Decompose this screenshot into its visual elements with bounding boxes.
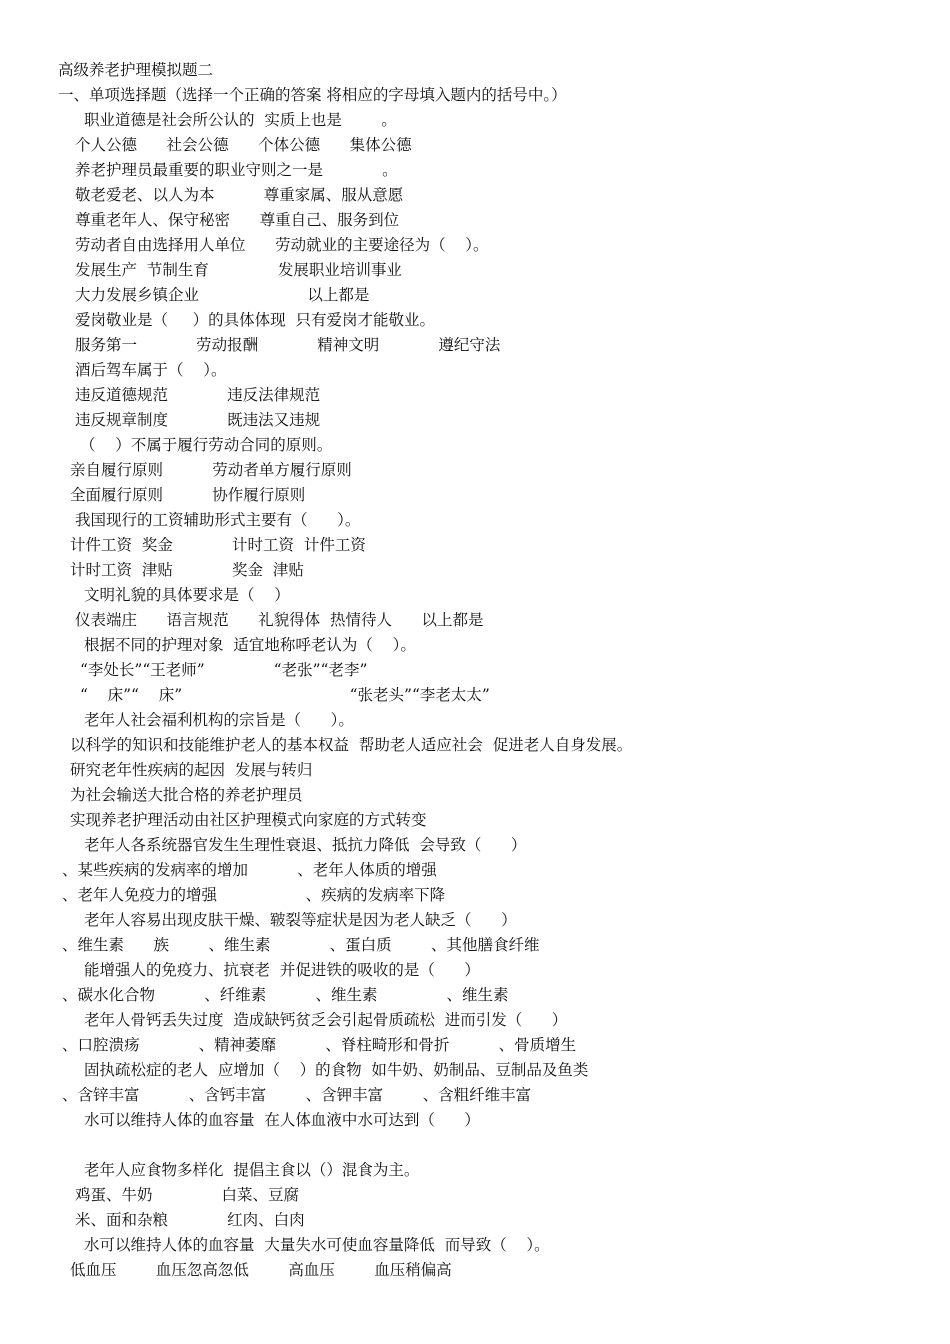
question-text: 水可以维持人体的血容量 大量失水可使血容量降低 而导致（ ）。 — [84, 1236, 550, 1254]
answer-option: 研究老年性疾病的起因 发展与转归 — [70, 761, 313, 779]
answer-options: 尊重老年人、保守秘密 尊重自己、服务到位 — [75, 211, 400, 229]
answer-options: 计件工资 奖金 计时工资 计件工资 — [70, 536, 366, 554]
answer-options: 鸡蛋、牛奶 白菜、豆腐 — [75, 1186, 299, 1204]
question-text: 爱岗敬业是（ ）的具体体现 只有爱岗才能敬业。 — [75, 311, 435, 329]
answer-options: 、老年人免疫力的增强 、疾病的发病率下降 — [62, 886, 446, 904]
question-text: 职业道德是社会所公认的 实质上也是 。 — [84, 111, 397, 129]
answer-options: 违反规章制度 既违法又违规 — [75, 411, 321, 429]
question-text: 老年人骨钙丢失过度 造成缺钙贫乏会引起骨质疏松 进而引发（ ） — [84, 1011, 568, 1029]
answer-options: 全面履行原则 协作履行原则 — [70, 486, 306, 504]
answer-options: “ 床”“ 床” “张老头”“李老太太” — [80, 686, 490, 704]
answer-options: 、某些疾病的发病率的增加 、老年人体质的增强 — [62, 861, 437, 879]
document-title: 高级养老护理模拟题二 — [58, 61, 214, 79]
answer-options: 低血压 血压忽高忽低 高血压 血压稍偏高 — [70, 1261, 452, 1279]
answer-options: 亲自履行原则 劳动者单方履行原则 — [70, 461, 352, 479]
answer-options: 、碳水化合物 、纤维素 、维生素 、维生素 — [62, 986, 509, 1004]
question-text: 养老护理员最重要的职业守则之一是 。 — [75, 161, 398, 179]
answer-options: 服务第一 劳动报酬 精神文明 遵纪守法 — [75, 336, 501, 354]
answer-options: “李处长”“王老师” “老张”“老李” — [80, 661, 368, 679]
question-text: 老年人各系统器官发生生理性衰退、抵抗力降低 会导致（ ） — [84, 836, 527, 854]
question-text: 我国现行的工资辅助形式主要有（ ）。 — [75, 511, 361, 529]
question-text: 根据不同的护理对象 适宜地称呼老认为（ ）。 — [84, 636, 416, 654]
answer-options: 、含锌丰富 、含钙丰富 、含钾丰富 、含粗纤维丰富 — [62, 1086, 532, 1104]
question-text: 老年人社会福利机构的宗旨是（ ）。 — [84, 711, 354, 729]
question-text: 酒后驾车属于（ ）。 — [75, 361, 227, 379]
answer-options: 、口腔溃疡 、精神萎靡 、脊柱畸形和骨折 、骨质增生 — [62, 1036, 577, 1054]
answer-options: 违反道德规范 违反法律规范 — [75, 386, 321, 404]
answer-options: 发展生产 节制生育 发展职业培训事业 — [75, 261, 402, 279]
answer-options: 仪表端庄 语言规范 礼貌得体 热情待人 以上都是 — [75, 611, 484, 629]
answer-option: 以科学的知识和技能维护老人的基本权益 帮助老人适应社会 促进老人自身发展。 — [70, 736, 633, 754]
section-heading: 一、单项选择题（选择一个正确的答案 将相应的字母填入题内的括号中。） — [58, 86, 567, 104]
question-text: 水可以维持人体的血容量 在人体血液中水可达到（ ） — [84, 1111, 480, 1129]
answer-option: 实现养老护理活动由社区护理模式向家庭的方式转变 — [70, 811, 427, 829]
question-text: 老年人容易出现皮肤干燥、皲裂等症状是因为老人缺乏（ ） — [84, 911, 517, 929]
answer-options: 大力发展乡镇企业 以上都是 — [75, 286, 370, 304]
question-text: 劳动者自由选择用人单位 劳动就业的主要途径为（ ）。 — [75, 236, 489, 254]
answer-options: 、维生素 族 、维生素 、蛋白质 、其他膳食纤维 — [62, 936, 540, 954]
answer-options: 敬老爱老、以人为本 尊重家属、服从意愿 — [75, 186, 404, 204]
answer-option: 为社会输送大批合格的养老护理员 — [70, 786, 303, 804]
answer-options: 计时工资 津贴 奖金 津贴 — [70, 561, 304, 579]
question-text: 老年人应食物多样化 提倡主食以（）混食为主。 — [84, 1161, 420, 1179]
question-text: 固执疏松症的老人 应增加（ ）的食物 如牛奶、奶制品、豆制品及鱼类 — [84, 1061, 589, 1079]
answer-options: 米、面和杂粮 红肉、白肉 — [75, 1211, 305, 1229]
question-text: 能增强人的免疫力、抗衰老 并促进铁的吸收的是（ ） — [84, 961, 480, 979]
question-text: 文明礼貌的具体要求是（ ） — [84, 586, 290, 604]
answer-options: 个人公德 社会公德 个体公德 集体公德 — [75, 136, 412, 154]
question-text: （ ）不属于履行劳动合同的原则。 — [80, 436, 333, 454]
